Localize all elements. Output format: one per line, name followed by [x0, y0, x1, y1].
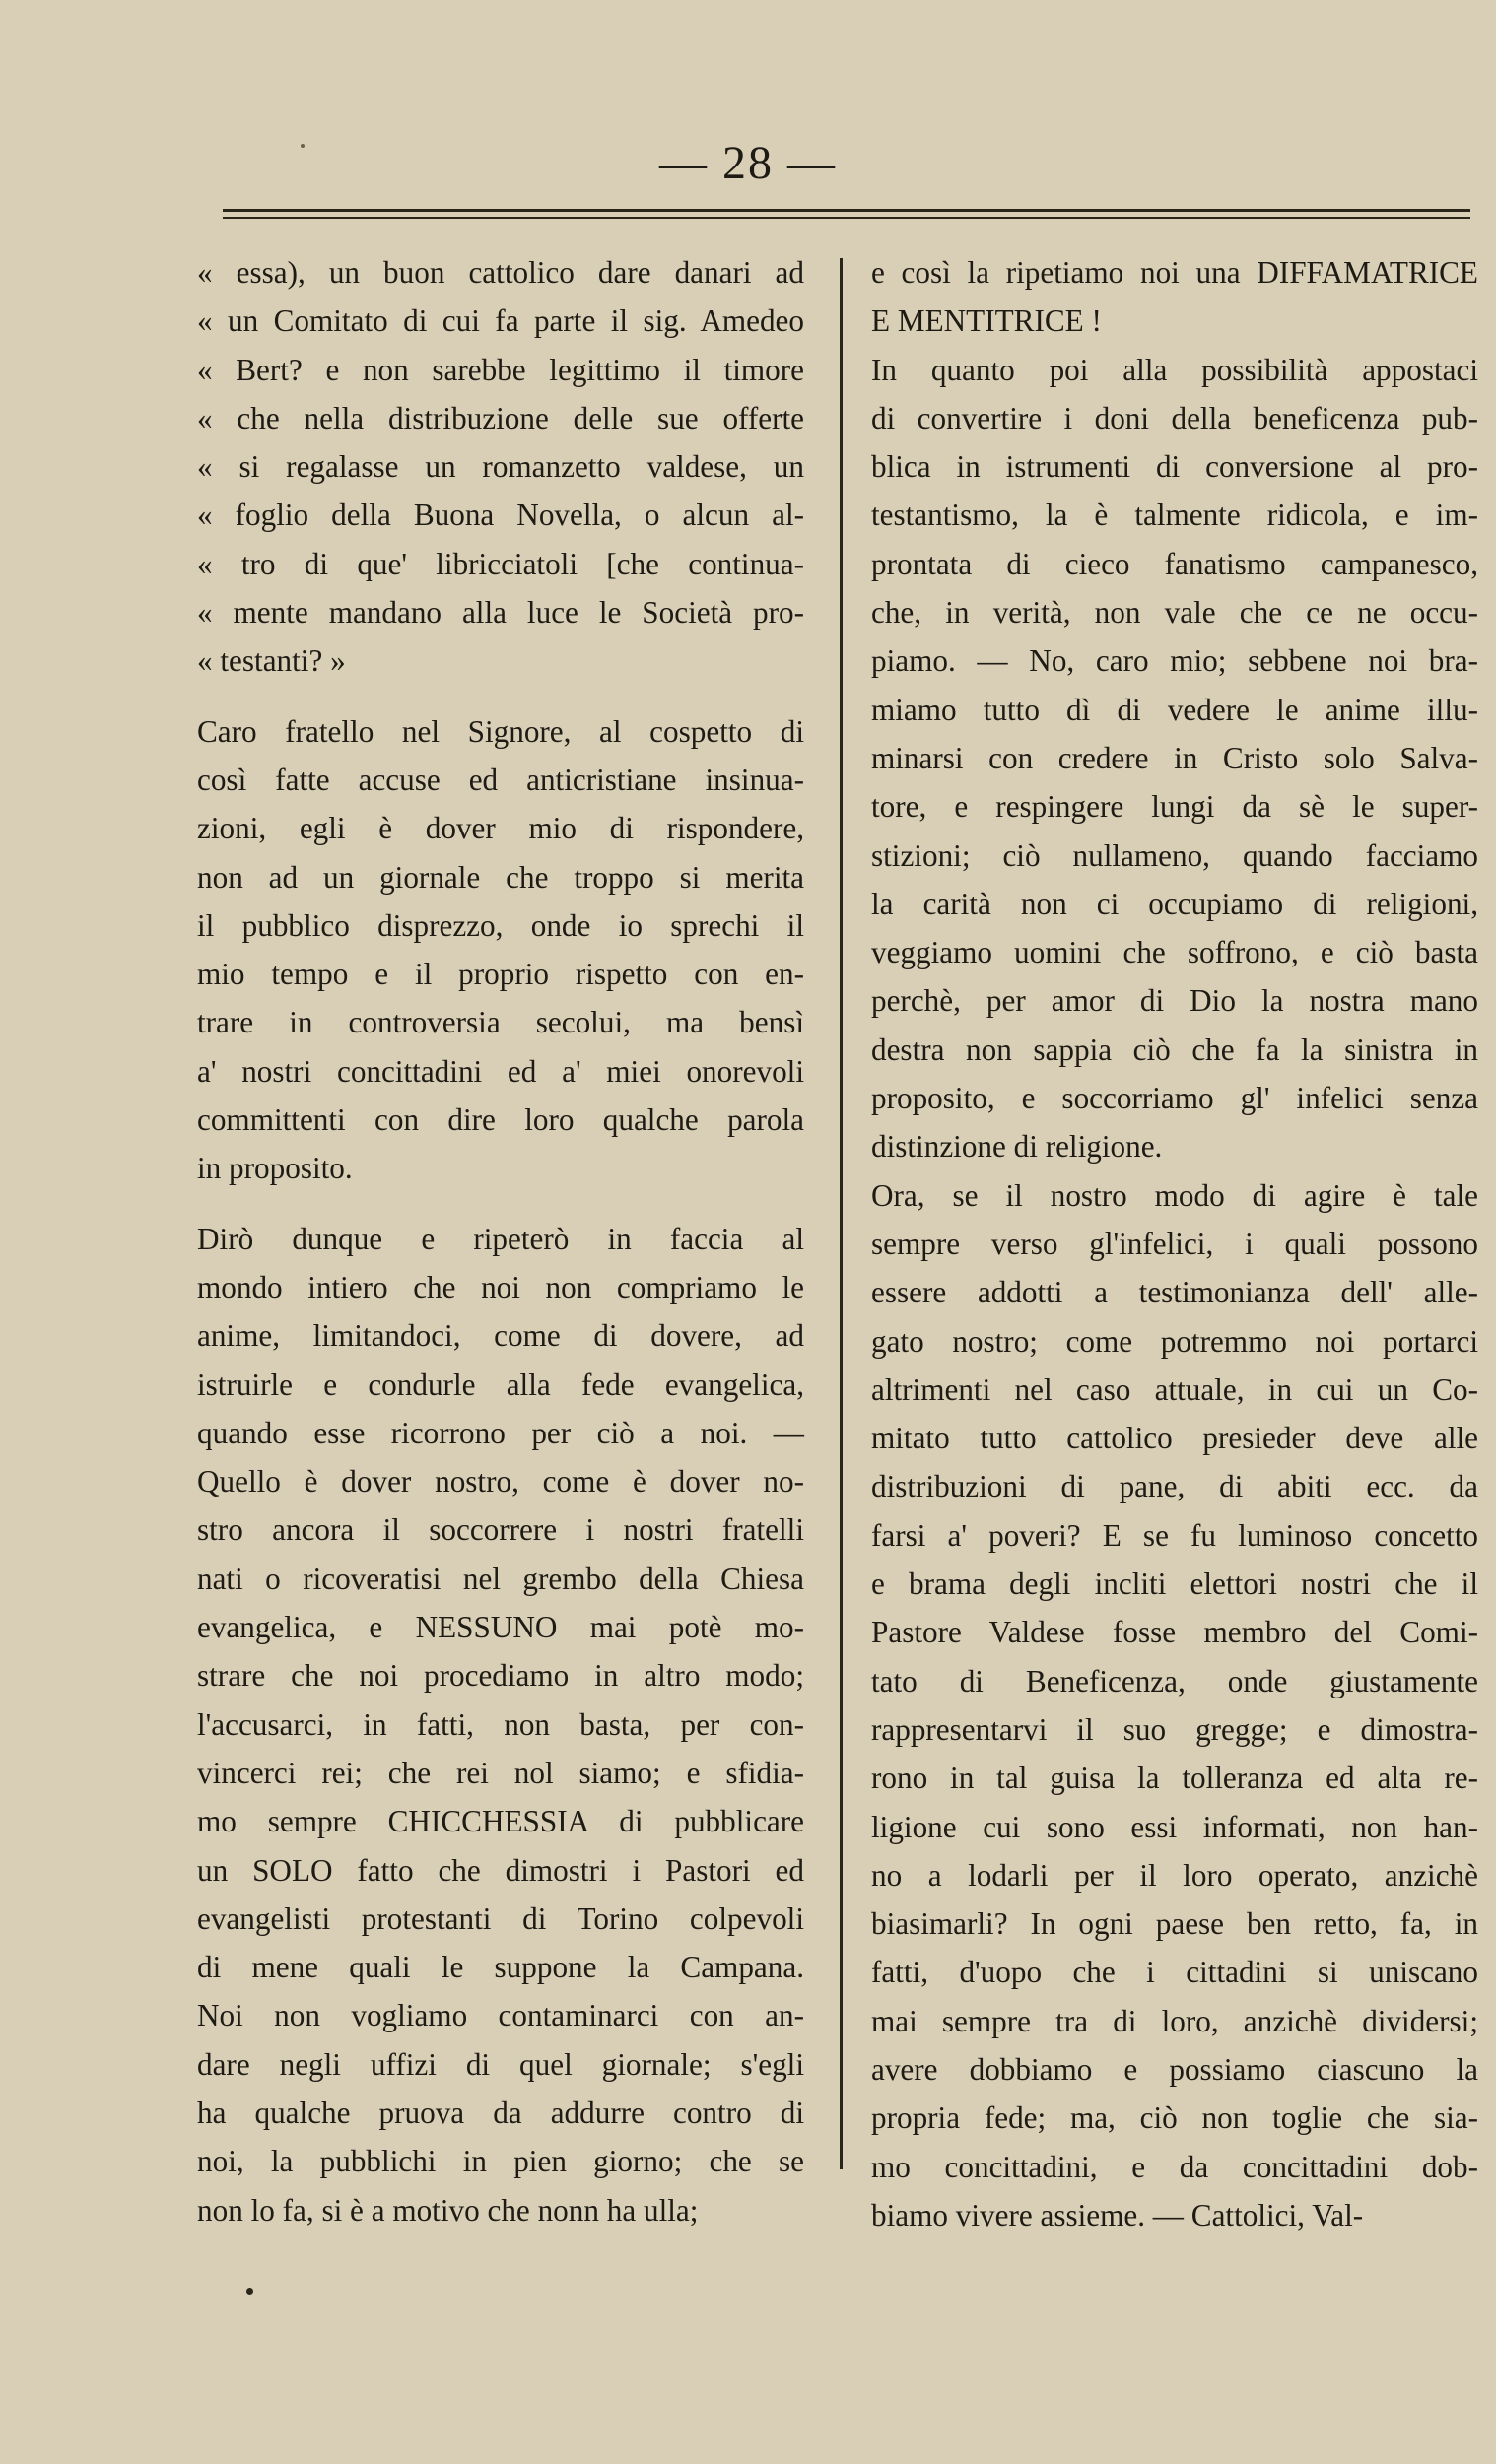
text-line: sempre verso gl'infelici, i quali possono [871, 1226, 1478, 1261]
text-line: anime, limitandoci, come di dovere, ad [197, 1318, 804, 1354]
text-line: stizioni; ciò nullameno, quando facciamo [871, 837, 1478, 873]
text-line: prontata di cieco fanatismo campanesco, [871, 546, 1478, 581]
text-line: non lo fa, si è a motivo che nonn ha ulla; [197, 2192, 699, 2228]
text-line: quando esse ricorrono per ciò a noi. — [197, 1415, 804, 1450]
text-line: veggiamo uomini che soffrono, e ciò basta [871, 935, 1478, 970]
paragraph-gap [197, 1193, 804, 1215]
text-line: non ad un giornale che troppo si merita [197, 859, 804, 895]
text-line: trare in controversia secolui, ma bensì [197, 1005, 804, 1040]
text-line: distribuzioni di pane, di abiti ecc. da [871, 1469, 1478, 1504]
paragraph [197, 707, 804, 1193]
text-line: « si regalasse un romanzetto valdese, un [197, 449, 804, 485]
text-line: piamo. — No, caro mio; sebbene noi bra- [871, 643, 1478, 679]
text-line: « Bert? e non sarebbe legittimo il timore [197, 352, 804, 387]
text-line: in proposito. [197, 1151, 353, 1186]
paragraph [871, 346, 1478, 1171]
text-line: Pastore Valdese fosse membro del Comi- [871, 1615, 1478, 1650]
text-line: vincerci rei; che rei nol siamo; e sfidia- [197, 1755, 804, 1790]
text-line: di mene quali le suppone la Campana. [197, 1950, 804, 1985]
text-line: biamo vivere assieme. — Cattolici, Val- [871, 2197, 1364, 2232]
text-line: proposito, e soccorriamo gl' infelici senza [871, 1081, 1478, 1116]
header-rule [223, 209, 1470, 212]
text-line: Noi non vogliamo contaminarci con an- [197, 1998, 804, 2033]
text-line: mai sempre tra di loro, anzichè dividersi; [871, 2003, 1478, 2038]
text-line: « un Comitato di cui fa parte il sig. Amedeo [197, 303, 804, 339]
text-line: mitato tutto cattolico presieder deve alle [871, 1421, 1478, 1456]
text-line: ha qualche pruova da addurre contro di [197, 2095, 804, 2130]
ink-speck [246, 2288, 253, 2295]
text-line: blica in istrumenti di conversione al pro- [871, 449, 1478, 485]
text-line: « testanti? » [197, 643, 346, 679]
text-line: avere dobbiamo e possiamo ciascuno la [871, 2051, 1478, 2087]
text-line: tato di Beneficenza, onde giustamente [871, 1663, 1478, 1698]
text-line: miamo tutto dì di vedere le anime illu- [871, 692, 1478, 727]
paragraph [871, 1171, 1478, 2240]
text-line: ligione cui sono essi informati, non han- [871, 1809, 1478, 1844]
text-line: evangelica, e NESSUNO mai potè mo- [197, 1610, 804, 1645]
text-line: biasimarli? In ogni paese ben retto, fa, in [871, 1906, 1478, 1942]
text-line: noi, la pubblichi in pien giorno; che se [197, 2144, 804, 2179]
text-line: un SOLO fatto che dimostri i Pastori ed [197, 1852, 804, 1888]
text-line: di convertire i doni della beneficenza pub- [871, 400, 1478, 435]
text-line: strare che noi procediamo in altro modo; [197, 1658, 804, 1694]
text-line: farsi a' poveri? E se fu luminoso concetto [871, 1517, 1478, 1553]
page-number: — 28 — [659, 137, 837, 189]
text-line: così fatte accuse ed anticristiane insinua- [197, 762, 804, 797]
text-line: mo concittadini, e da concittadini dob- [871, 2149, 1478, 2184]
text-line: perchè, per amor di Dio la nostra mano [871, 983, 1478, 1019]
text-line: mo sempre CHICCHESSIA di pubblicare [197, 1804, 804, 1839]
text-line: altrimenti nel caso attuale, in cui un Co- [871, 1371, 1478, 1407]
text-line: Caro fratello nel Signore, al cospetto di [197, 713, 804, 749]
text-line: « foglio della Buona Novella, o alcun al- [197, 498, 804, 533]
text-line: e così la ripetiamo noi una DIFFAMATRICE [871, 255, 1478, 290]
text-line: committenti con dire loro qualche parola [197, 1102, 804, 1138]
text-line: distinzione di religione. [871, 1129, 1163, 1165]
column-divider [840, 258, 843, 2169]
text-line: dare negli uffizi di quel giornale; s'egli [197, 2046, 804, 2082]
text-line: l'accusarci, in fatti, non basta, per con- [197, 1706, 804, 1742]
text-line: no a lodarli per il loro operato, anzichè [871, 1857, 1478, 1893]
text-line: destra non sappia ciò che fa la sinistra in [871, 1032, 1478, 1067]
text-line: « tro di que' libricciatoli [che continua- [197, 546, 804, 581]
text-line: evangelisti protestanti di Torino colpevoli [197, 1900, 804, 1936]
paragraph [197, 1215, 804, 2234]
text-line: fatti, d'uopo che i cittadini si uniscano [871, 1955, 1478, 1990]
text-line: il pubblico disprezzo, onde io sprechi il [197, 907, 804, 943]
paragraph-gap [197, 686, 804, 707]
text-line: la carità non ci occupiamo di religioni, [871, 886, 1478, 921]
header-rule-thin [223, 217, 1470, 219]
text-line: che, in verità, non vale che ce ne occu- [871, 595, 1478, 631]
text-line: « che nella distribuzione delle sue offerte [197, 400, 804, 435]
text-line: propria fede; ma, ciò non toglie che sia- [871, 2100, 1478, 2136]
paragraph [197, 248, 804, 686]
text-line: stro ancora il soccorrere i nostri fratelli [197, 1512, 804, 1548]
left-column [197, 248, 804, 2234]
text-line: Dirò dunque e ripeterò in faccia al [197, 1221, 804, 1256]
text-line: minarsi con credere in Cristo solo Salva- [871, 740, 1478, 775]
text-line: testantismo, la è talmente ridicola, e im- [871, 498, 1478, 533]
right-column [871, 248, 1478, 2239]
text-line: In quanto poi alla possibilità appostaci [871, 352, 1478, 387]
text-line: Ora, se il nostro modo di agire è tale [871, 1177, 1478, 1213]
text-line: mondo intiero che noi non compriamo le [197, 1269, 804, 1304]
text-line: « mente mandano alla luce le Società pro- [197, 595, 804, 631]
text-line: e brama degli incliti elettori nostri che il [871, 1566, 1478, 1602]
text-line: nati o ricoveratisi nel grembo della Chiesa [197, 1561, 804, 1596]
text-line: gato nostro; come potremmo noi portarci [871, 1323, 1478, 1359]
text-line: rono in tal guisa la tolleranza ed alta re- [871, 1761, 1478, 1796]
text-line: mio tempo e il proprio rispetto con en- [197, 957, 804, 992]
paragraph [871, 248, 1478, 346]
text-line: tore, e respingere lungi da sè le super- [871, 789, 1478, 825]
text-line: Quello è dover nostro, come è dover no- [197, 1464, 804, 1499]
text-line: a' nostri concittadini ed a' miei onorevoli [197, 1053, 804, 1089]
text-line: istruirle e condurle alla fede evangelica, [197, 1366, 804, 1402]
text-line: E MENTITRICE ! [871, 303, 1102, 339]
text-line: « essa), un buon cattolico dare danari ad [197, 255, 804, 290]
text-line: essere addotti a testimonianza dell' alle- [871, 1275, 1478, 1310]
text-line: rappresentarvi il suo gregge; e dimostra- [871, 1711, 1478, 1747]
text-line: zioni, egli è dover mio di rispondere, [197, 811, 804, 846]
